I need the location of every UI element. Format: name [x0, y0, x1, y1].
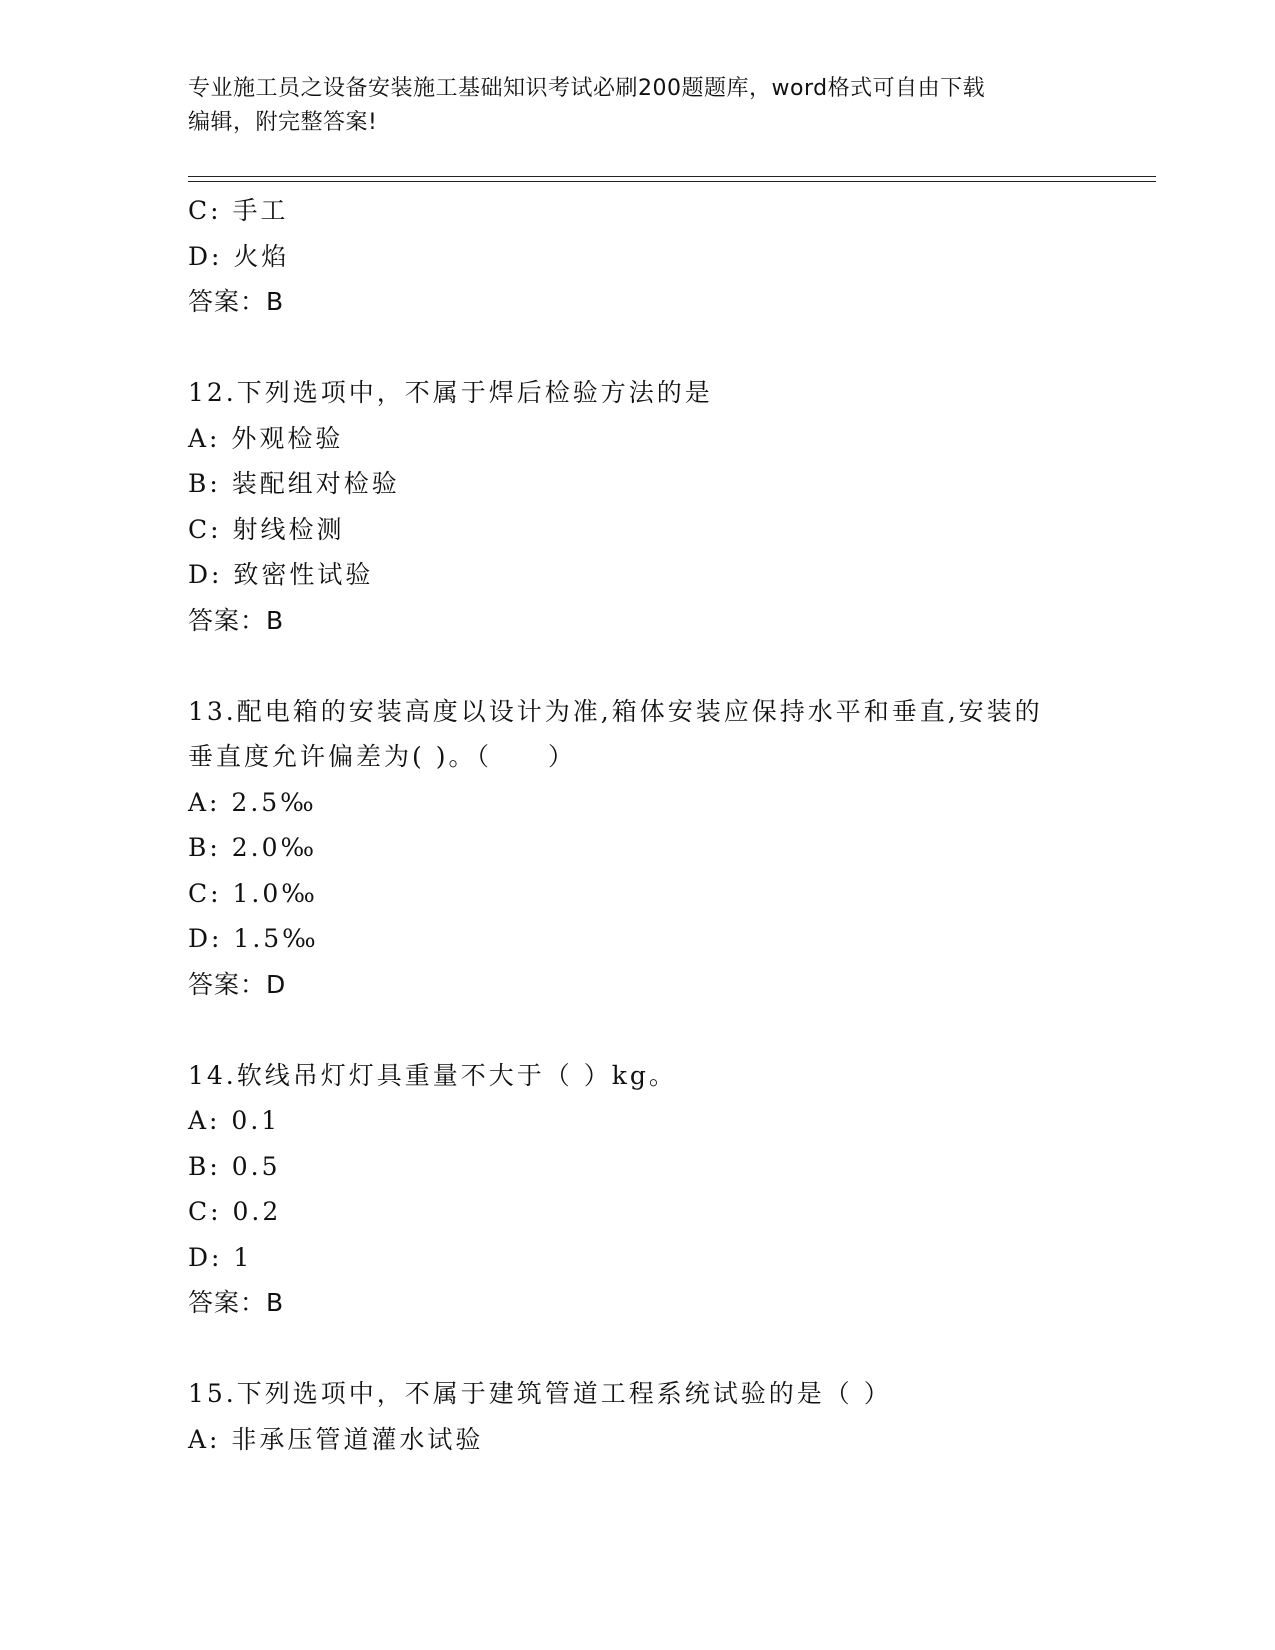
option-c: C: 射线检测 [188, 514, 345, 544]
answer-line: 答案：B [188, 1288, 285, 1317]
document-header [188, 72, 1088, 140]
header-line-2: 编辑，附完整答案! [188, 110, 378, 135]
option-d: D: 火焰 [188, 241, 290, 271]
option-d: D: 1 [188, 1242, 253, 1272]
option-c: C: 1.0‰ [188, 878, 318, 908]
option-a: A: 2.5‰ [188, 787, 317, 817]
option-b: B: 装配组对检验 [188, 469, 400, 498]
option-d: D: 1.5‰ [188, 924, 319, 953]
option-c: C: 0.2 [188, 1197, 282, 1226]
option-c: C: 手工 [188, 196, 289, 225]
spacer [188, 1007, 1148, 1053]
header-divider-top [188, 176, 1156, 177]
question-block-12 [188, 370, 1148, 643]
question-block-11-continued [188, 188, 1148, 325]
question-text-line-1: 13.配电箱的安装高度以设计为准,箱体安装应保持水平和垂直,安装的 [188, 696, 1043, 726]
question-text: 15.下列选项中，不属于建筑管道工程系统试验的是（ ） [188, 1379, 892, 1408]
question-text: 14.软线吊灯灯具重量不大于（ ）kg。 [188, 1060, 677, 1090]
question-text-line-2: 垂直度允许偏差为( )。（ ） [188, 742, 576, 771]
answer-line: 答案：B [188, 287, 285, 316]
header-divider-bottom [188, 181, 1156, 182]
answer-line: 答案：B [188, 605, 285, 635]
option-b: B: 0.5 [188, 1151, 281, 1181]
question-block-15 [188, 1371, 1148, 1462]
option-a: A: 0.1 [188, 1106, 281, 1135]
spacer [188, 1326, 1148, 1372]
question-text: 12.下列选项中，不属于焊后检验方法的是 [188, 378, 713, 407]
option-a: A: 外观检验 [188, 423, 344, 453]
spacer [188, 325, 1148, 371]
spacer [188, 643, 1148, 689]
question-list [188, 188, 1148, 1462]
question-block-13 [188, 689, 1148, 1008]
answer-line: 答案：D [188, 969, 287, 999]
question-block-14 [188, 1053, 1148, 1326]
option-a: A: 非承压管道灌水试验 [188, 1424, 484, 1454]
option-d: D: 致密性试验 [188, 560, 374, 589]
header-line-1: 专业施工员之设备安装施工基础知识考试必刷200题题库，word格式可自由下载 [188, 76, 986, 101]
option-b: B: 2.0‰ [188, 833, 318, 862]
